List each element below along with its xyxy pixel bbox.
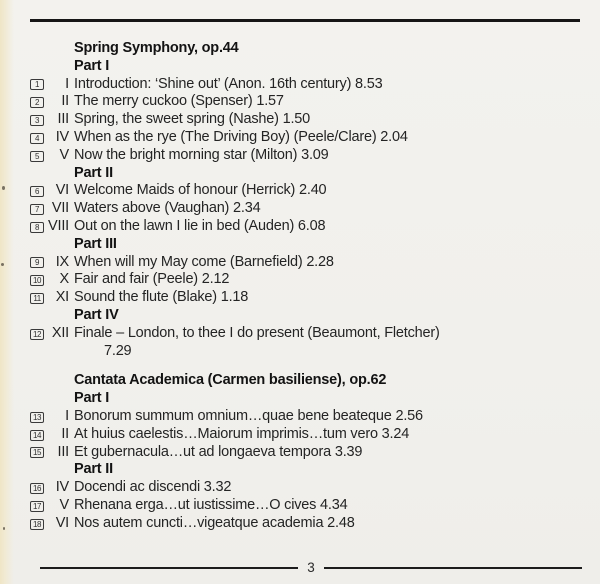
scan-speck [3,527,5,530]
movement-numeral: VIII [48,217,69,234]
track-row [30,147,582,165]
work-title: Cantata Academica (Carmen basiliense), op.62 [74,372,387,389]
track-number-box: 11 [30,293,44,304]
footer-rule-right [324,567,582,569]
track-title: Docendi ac discendi 3.32 [74,479,232,496]
movement-numeral: IV [55,128,69,145]
track-number-box: 5 [30,151,44,162]
track-number-box: 6 [30,186,44,197]
movement-numeral: IV [55,479,69,496]
track-title: Et gubernacula…ut ad longaeva tempora 3.39 [74,443,363,460]
part-heading: Part II [74,164,113,181]
track-number-box: 15 [30,447,44,458]
track-row [30,76,582,94]
track-title: Rhenana erga…ut iustissime…O cives 4.34 [74,496,348,513]
track-row [30,497,582,515]
part-heading: Part II [74,461,113,478]
part-heading: Part I [74,57,110,74]
tracklist [30,40,582,533]
track-number-box: 14 [30,430,44,441]
track-row [30,93,582,111]
movement-numeral: I [65,75,69,92]
movement-numeral: V [59,496,69,513]
track-title: Spring, the sweet spring (Nashe) 1.50 [74,111,311,128]
track-number-box: 2 [30,97,44,108]
top-rule [30,19,580,22]
track-row [30,271,582,289]
page-footer [40,560,582,575]
track-number-box: 3 [30,115,44,126]
track-row [30,408,582,426]
track-number-box: 8 [30,222,44,233]
track-title: Out on the lawn I lie in bed (Auden) 6.08 [74,217,326,234]
track-number-box: 17 [30,501,44,512]
track-title: Sound the flute (Blake) 1.18 [74,289,249,306]
track-title: Introduction: ‘Shine out’ (Anon. 16th century) 8.53 [74,75,383,92]
track-number-box: 7 [30,204,44,215]
part-heading: Part I [74,390,110,407]
track-row [30,289,582,307]
track-row [30,129,582,147]
track-row [30,218,582,236]
movement-numeral: IX [55,253,69,270]
scan-speck [2,186,5,190]
track-title: Waters above (Vaughan) 2.34 [74,200,261,217]
movement-numeral: VII [51,200,69,217]
track-title: At huius caelestis…Maiorum imprimis…tum vero 3.24 [74,425,410,442]
footer-rule-left [40,567,298,569]
track-row [30,515,582,533]
track-row [30,254,582,272]
track-row [30,479,582,497]
scan-speck [1,263,4,266]
movement-numeral: VI [55,514,69,531]
track-duration-continuation: 7.29 [104,342,132,359]
movement-numeral: X [59,271,69,288]
track-row [30,111,582,129]
page-number: 3 [307,560,315,575]
track-row [30,182,582,200]
track-number-box: 9 [30,257,44,268]
track-number-box: 18 [30,519,44,530]
track-row [30,325,582,343]
part-heading: Part III [74,235,117,252]
work-title: Spring Symphony, op.44 [74,40,239,56]
track-row [30,200,582,218]
track-number-box: 1 [30,79,44,90]
track-title: Now the bright morning star (Milton) 3.09 [74,146,329,163]
movement-numeral: VI [55,182,69,199]
track-number-box: 12 [30,329,44,340]
movement-numeral: V [59,146,69,163]
track-title: Nos autem cuncti…vigeatque academia 2.48 [74,514,355,531]
track-number-box: 13 [30,412,44,423]
movement-numeral: XI [55,289,69,306]
movement-numeral: III [57,111,69,128]
track-title: Finale – London, to thee I do present (Beaumont, Fletcher) [74,324,440,341]
track-row [30,444,582,462]
movement-numeral: II [61,425,69,442]
track-row [30,426,582,444]
part-heading: Part IV [74,306,119,323]
movement-numeral: II [61,93,69,110]
movement-numeral: XII [51,324,69,341]
movement-numeral: III [57,443,69,460]
track-title: The merry cuckoo (Spenser) 1.57 [74,93,284,110]
track-title: Bonorum summum omnium…quae bene beateque 2.56 [74,407,423,424]
movement-numeral: I [65,407,69,424]
track-number-box: 16 [30,483,44,494]
track-title: Fair and fair (Peele) 2.12 [74,271,230,288]
track-number-box: 10 [30,275,44,286]
track-title: Welcome Maids of honour (Herrick) 2.40 [74,182,327,199]
track-number-box: 4 [30,133,44,144]
track-title: When will my May come (Barnefield) 2.28 [74,253,334,270]
track-title: When as the rye (The Driving Boy) (Peele/Clare) 2.04 [74,128,408,145]
